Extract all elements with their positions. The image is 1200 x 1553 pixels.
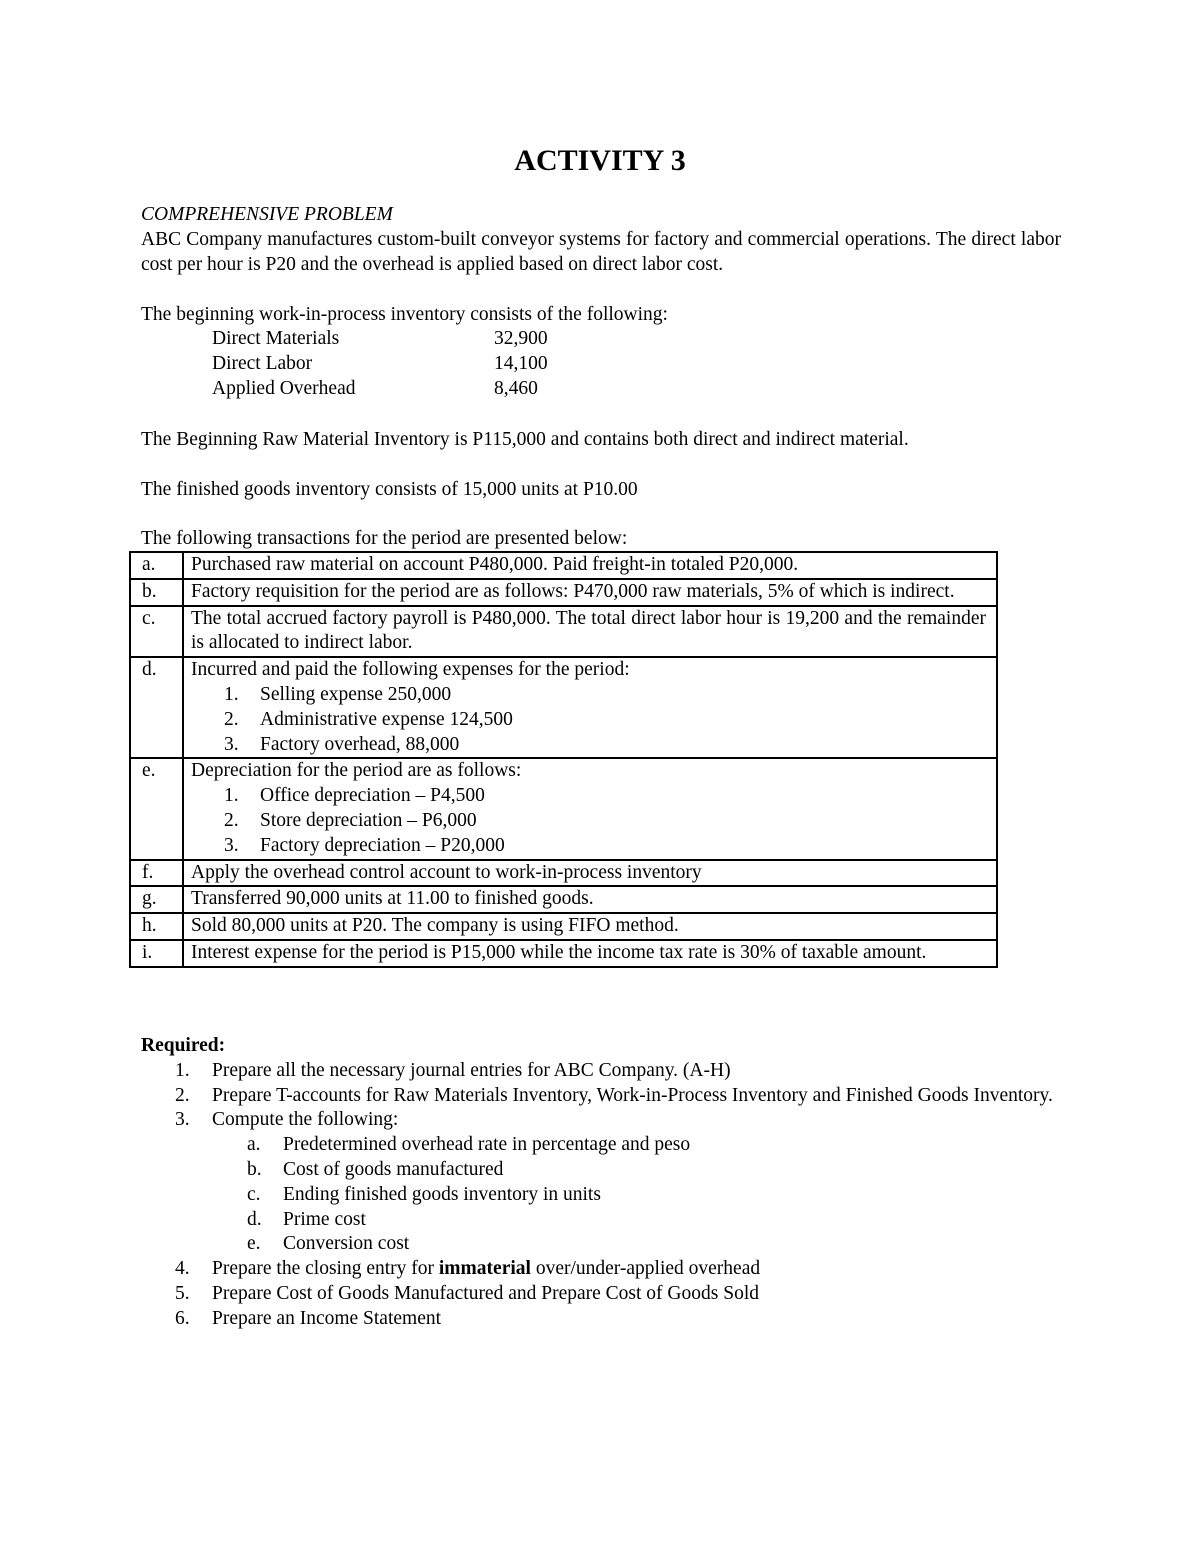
transactions-table: [129, 551, 998, 968]
transaction-text: Purchased raw material on account P480,000. Paid freight-in totaled P20,000.: [183, 552, 997, 579]
transaction-letter: g.: [130, 886, 183, 913]
list-text: Prime cost: [283, 1208, 366, 1230]
list-number: 6.: [175, 1307, 190, 1329]
list-item: [191, 683, 986, 708]
list-number: 3.: [224, 834, 239, 856]
problem-subtitle: COMPREHENSIVE PROBLEM: [141, 204, 393, 225]
list-text: Prepare an Income Statement: [212, 1307, 442, 1329]
transaction-row: [130, 657, 997, 758]
page-title: ACTIVITY 3: [514, 144, 686, 177]
list-letter: d.: [247, 1208, 262, 1230]
list-number: 2.: [224, 809, 239, 831]
transaction-cell: [183, 657, 997, 758]
transaction-text: Sold 80,000 units at P20. The company is using FIFO method.: [183, 913, 997, 940]
list-text-after: over/under-applied overhead: [530, 1258, 761, 1280]
transaction-row: [130, 886, 997, 913]
list-number: 1.: [224, 683, 239, 705]
list-number: 4.: [175, 1258, 190, 1280]
list-text: Selling expense 250,000: [260, 683, 452, 705]
transaction-letter: c.: [130, 606, 183, 658]
transaction-text: Factory requisition for the period are as follows: P470,000 raw materials, 5% of which is indirect.: [183, 579, 997, 606]
wip-label: Direct Labor: [212, 352, 313, 374]
wip-value: 14,100: [494, 352, 548, 374]
beginning-wip-intro: The beginning work-in-process inventory consists of the following:: [141, 304, 668, 325]
wip-row: [212, 377, 548, 402]
list-text: Prepare Cost of Goods Manufactured and Prepare Cost of Goods Sold: [212, 1282, 759, 1304]
list-text: Office depreciation – P4,500: [260, 785, 485, 807]
transaction-row: [130, 552, 997, 579]
list-letter: a.: [247, 1134, 261, 1156]
transaction-text: Depreciation for the period are as follows:: [191, 760, 522, 782]
required-section: [141, 1034, 1071, 1332]
wip-value: 32,900: [494, 328, 548, 349]
transaction-text: The total accrued factory payroll is P480,000. The total direct labor hour is 19,200 and the remainder is allocated to indirect labor.: [183, 606, 997, 658]
transaction-letter: h.: [130, 913, 183, 940]
transaction-text: Incurred and paid the following expenses for the period:: [191, 659, 630, 681]
transaction-letter: b.: [130, 579, 183, 606]
compute-sublist: [212, 1133, 1071, 1257]
list-text: Factory depreciation – P20,000: [260, 834, 505, 856]
list-text: Conversion cost: [283, 1233, 410, 1255]
list-text: Cost of goods manufactured: [283, 1158, 504, 1180]
list-text: Ending finished goods inventory in units: [283, 1183, 601, 1205]
list-item: [212, 1158, 1071, 1183]
beginning-wip-table: [212, 327, 548, 401]
required-list: [141, 1059, 1071, 1332]
transaction-letter: f.: [130, 860, 183, 887]
wip-row: [212, 352, 548, 377]
list-item: [212, 1183, 1071, 1208]
list-text: Factory overhead, 88,000: [260, 733, 460, 755]
wip-row: [212, 327, 548, 352]
list-item: [212, 1232, 1071, 1257]
transactions-intro: The following transactions for the period are presented below:: [141, 528, 628, 549]
list-letter: b.: [247, 1158, 262, 1180]
required-item: [141, 1059, 1071, 1084]
transaction-row: [130, 940, 997, 967]
required-heading: Required:: [141, 1035, 226, 1056]
list-item: [191, 809, 986, 834]
list-text: Prepare all the necessary journal entries for ABC Company. (A-H): [212, 1059, 731, 1081]
list-item: [191, 733, 986, 758]
intro-paragraph: ABC Company manufactures custom-built conveyor systems for factory and commercial operations. The direct labor cost per hour is P20 and the overhead is applied based on direct labor cost.: [141, 229, 1061, 275]
wip-label: Direct Materials: [212, 328, 340, 349]
required-item: [141, 1084, 1071, 1109]
list-text-before: Prepare the closing entry for: [212, 1258, 439, 1280]
transaction-letter: a.: [130, 552, 183, 579]
required-item: [141, 1307, 1071, 1332]
list-number: 1.: [224, 785, 239, 807]
transaction-cell: [183, 758, 997, 859]
transaction-letter: d.: [130, 657, 183, 758]
transaction-text: Interest expense for the period is P15,000 while the income tax rate is 30% of taxable amount.: [183, 940, 997, 967]
transaction-text: Transferred 90,000 units at 11.00 to finished goods.: [183, 886, 997, 913]
list-item: [191, 834, 986, 859]
depreciation-list: [191, 784, 986, 858]
transaction-letter: e.: [130, 758, 183, 859]
list-item: [212, 1208, 1071, 1233]
transaction-row: [130, 606, 997, 658]
list-item: [191, 708, 986, 733]
transaction-row: [130, 579, 997, 606]
transaction-row: [130, 860, 997, 887]
list-number: 5.: [175, 1282, 190, 1304]
expense-list: [191, 683, 986, 757]
list-text: Prepare T-accounts for Raw Materials Inventory, Work-in-Process Inventory and Finished Goods Inventory.: [212, 1084, 1053, 1106]
wip-value: 8,460: [494, 377, 538, 399]
beginning-raw-material-paragraph: The Beginning Raw Material Inventory is P115,000 and contains both direct and indirect material.: [141, 429, 909, 450]
transaction-row: [130, 913, 997, 940]
list-number: 3.: [175, 1109, 190, 1131]
transaction-row: [130, 758, 997, 859]
list-number: 3.: [224, 733, 239, 755]
list-item: [191, 784, 986, 809]
list-text: Store depreciation – P6,000: [260, 809, 477, 831]
list-item: [212, 1133, 1071, 1158]
list-text: Compute the following:: [212, 1109, 399, 1131]
list-text: Administrative expense 124,500: [260, 708, 513, 730]
transaction-letter: i.: [130, 940, 183, 967]
list-number: 1.: [175, 1059, 190, 1081]
required-item: [141, 1108, 1071, 1257]
wip-label: Applied Overhead: [212, 377, 356, 399]
list-letter: c.: [247, 1183, 261, 1205]
list-number: 2.: [224, 708, 239, 730]
required-item: [141, 1257, 1071, 1282]
transaction-text: Apply the overhead control account to work-in-process inventory: [183, 860, 997, 887]
list-text: Predetermined overhead rate in percentage and peso: [283, 1134, 691, 1156]
required-item: [141, 1282, 1071, 1307]
list-letter: e.: [247, 1233, 261, 1255]
finished-goods-paragraph: The finished goods inventory consists of 15,000 units at P10.00: [141, 479, 638, 500]
list-number: 2.: [175, 1084, 190, 1106]
emphasis-text: immaterial: [438, 1258, 531, 1280]
